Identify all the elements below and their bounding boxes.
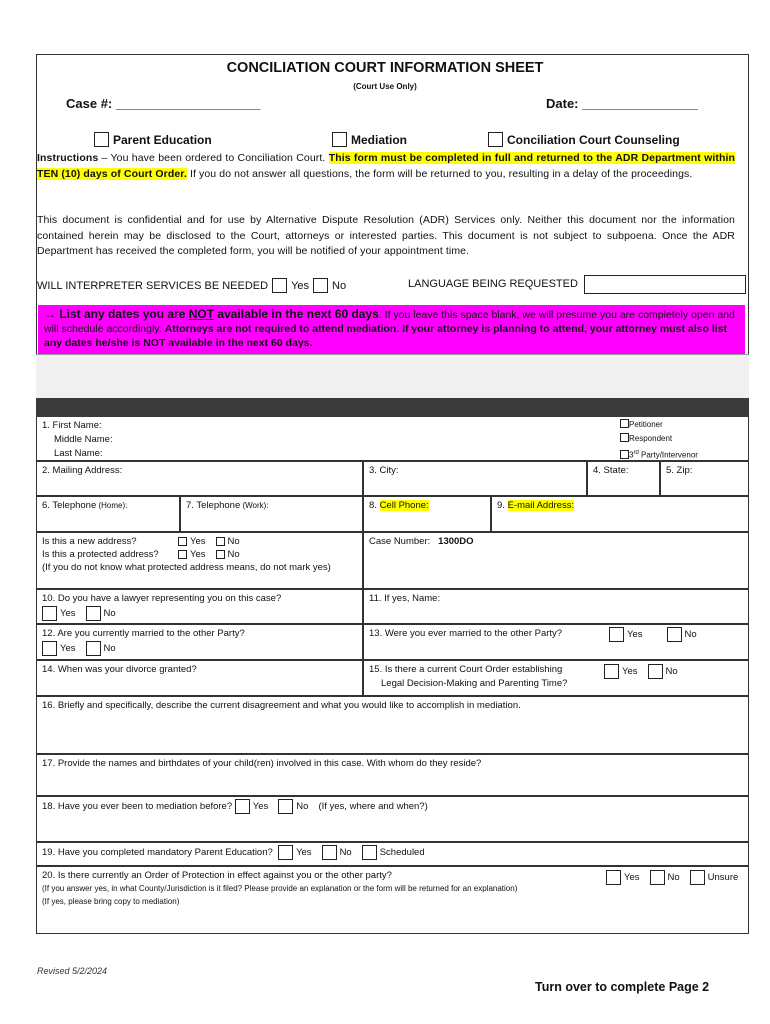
- language-label: LANGUAGE BEING REQUESTED: [408, 278, 578, 290]
- q18-yes[interactable]: [235, 799, 250, 814]
- q12-yes[interactable]: [42, 641, 57, 656]
- q13-ever-married: 13. Were you ever married to the other Party? Yes No: [363, 624, 749, 660]
- protected-yes[interactable]: [178, 550, 187, 559]
- case-number-section: Case Number: 1300DO: [363, 532, 749, 589]
- q19-scheduled[interactable]: [362, 845, 377, 860]
- q10-yes[interactable]: [42, 606, 57, 621]
- address-status-section: Is this a new address? Yes No Is this a protected address? Yes No (If you do not know what protected address means, do not mark yes): [36, 532, 363, 589]
- unavailable-dates-instructions: → List any dates you are NOT available in the next 60 days. If you leave this space blank, we will presume you are completely open and will schedule accordingly. Attorneys are not required to attend mediation. If your attorney is planning to attend, your attorney must also list any dates he/she is NOT available in the next 60 days.: [38, 305, 745, 354]
- q15-no[interactable]: [648, 664, 663, 679]
- q16-disagreement[interactable]: 16. Briefly and specifically, describe the current disagreement and what you would like to accomplish in mediation.: [36, 696, 749, 754]
- new-address-no[interactable]: [216, 537, 225, 546]
- email-field[interactable]: 9. E-mail Address:: [491, 496, 749, 532]
- checkbox[interactable]: [488, 132, 503, 147]
- q10-no[interactable]: [86, 606, 101, 621]
- new-address-yes[interactable]: [178, 537, 187, 546]
- last-name-label[interactable]: Last Name:: [54, 448, 103, 459]
- respondent-checkbox[interactable]: [620, 433, 629, 442]
- intervenor-checkbox[interactable]: [620, 450, 629, 459]
- unavailable-dates-input[interactable]: [36, 354, 749, 398]
- conciliation-counseling-option[interactable]: Conciliation Court Counseling: [488, 132, 680, 147]
- q10-lawyer: 10. Do you have a lawyer representing you on this case? Yes No: [36, 589, 363, 624]
- interpreter-no-checkbox[interactable]: [313, 278, 328, 293]
- q15-court-order: 15. Is there a current Court Order establishing Legal Decision-Making and Parenting Time? Yes No: [363, 660, 749, 696]
- q20-yes[interactable]: [606, 870, 621, 885]
- case-number-value[interactable]: 1300DO: [438, 536, 474, 547]
- interpreter-yes-checkbox[interactable]: [272, 278, 287, 293]
- q19-yes[interactable]: [278, 845, 293, 860]
- q11-lawyer-name[interactable]: 11. If yes, Name:: [363, 589, 749, 624]
- first-name-label[interactable]: 1. First Name:: [42, 420, 102, 431]
- q19-parent-education: 19. Have you completed mandatory Parent Education? Yes No Scheduled: [36, 842, 749, 866]
- petitioner-checkbox[interactable]: [620, 419, 629, 428]
- state-field[interactable]: 4. State:: [587, 461, 660, 496]
- revised-date: Revised 5/2/2024: [37, 966, 108, 976]
- middle-name-label[interactable]: Middle Name:: [54, 434, 113, 445]
- q17-children[interactable]: 17. Provide the names and birthdates of your child(ren) involved in this case. With whom do they reside?: [36, 754, 749, 796]
- mediation-option[interactable]: Mediation: [332, 132, 407, 147]
- q12-no[interactable]: [86, 641, 101, 656]
- mailing-address-field[interactable]: 2. Mailing Address:: [36, 461, 363, 496]
- party-role-options: Petitioner Respondent 3rd Party/Intervenor: [620, 418, 698, 463]
- q12-married: 12. Are you currently married to the other Party? Yes No: [36, 624, 363, 660]
- case-number-field[interactable]: Case #: ____________________: [66, 96, 261, 111]
- work-phone-field[interactable]: 7. Telephone (Work):: [180, 496, 363, 532]
- form-title: CONCILIATION COURT INFORMATION SHEET: [226, 60, 544, 76]
- parent-education-option[interactable]: Parent Education: [94, 132, 212, 147]
- q18-no[interactable]: [278, 799, 293, 814]
- checkbox[interactable]: [94, 132, 109, 147]
- section-divider: [36, 398, 749, 417]
- instructions-paragraph: Instructions – You have been ordered to Conciliation Court. This form must be completed in full and returned to the ADR Department within TEN (10) days of Court Order. If you do not answer all questions, the form will be returned to you, resulting in a delay of the proceedings.: [37, 152, 735, 180]
- protected-no[interactable]: [216, 550, 225, 559]
- checkbox[interactable]: [332, 132, 347, 147]
- date-field[interactable]: Date: ________________: [546, 96, 698, 111]
- q18-prior-mediation: 18. Have you ever been to mediation before? Yes No (If yes, where and when?): [36, 796, 749, 842]
- interpreter-question: WILL INTERPRETER SERVICES BE NEEDED Yes No: [37, 279, 347, 292]
- q15-yes[interactable]: [604, 664, 619, 679]
- q13-no[interactable]: [667, 627, 682, 642]
- language-input[interactable]: [584, 275, 746, 294]
- zip-field[interactable]: 5. Zip:: [660, 461, 749, 496]
- confidential-paragraph: This document is confidential and for use by Alternative Dispute Resolution (ADR) Services only. Neither this document nor the information contained herein may be disclosed to the Court, attorneys or interested parties. This document is not subject to subpoena. Once the ADR Department has received the completed form, you will be notified of your appointment time.: [37, 214, 735, 257]
- q20-no[interactable]: [650, 870, 665, 885]
- name-section: [36, 417, 749, 461]
- city-field[interactable]: 3. City:: [363, 461, 587, 496]
- turn-over-note: Turn over to complete Page 2: [535, 980, 710, 994]
- cell-phone-field[interactable]: 8. Cell Phone:: [363, 496, 491, 532]
- q13-yes[interactable]: [609, 627, 624, 642]
- home-phone-field[interactable]: 6. Telephone (Home):: [36, 496, 180, 532]
- q20-order-of-protection: 20. Is there currently an Order of Protection in effect against you or the other party? (If you answer yes, in what County/Jurisdiction is it filed? Please provide an explanation or the form will be returned for an explanation) (If yes, please bring copy to mediation) Yes No Unsure: [36, 866, 749, 934]
- q14-divorce-date[interactable]: 14. When was your divorce granted?: [36, 660, 363, 696]
- court-use-only: (Court Use Only): [353, 82, 417, 91]
- q20-unsure[interactable]: [690, 870, 705, 885]
- q19-no[interactable]: [322, 845, 337, 860]
